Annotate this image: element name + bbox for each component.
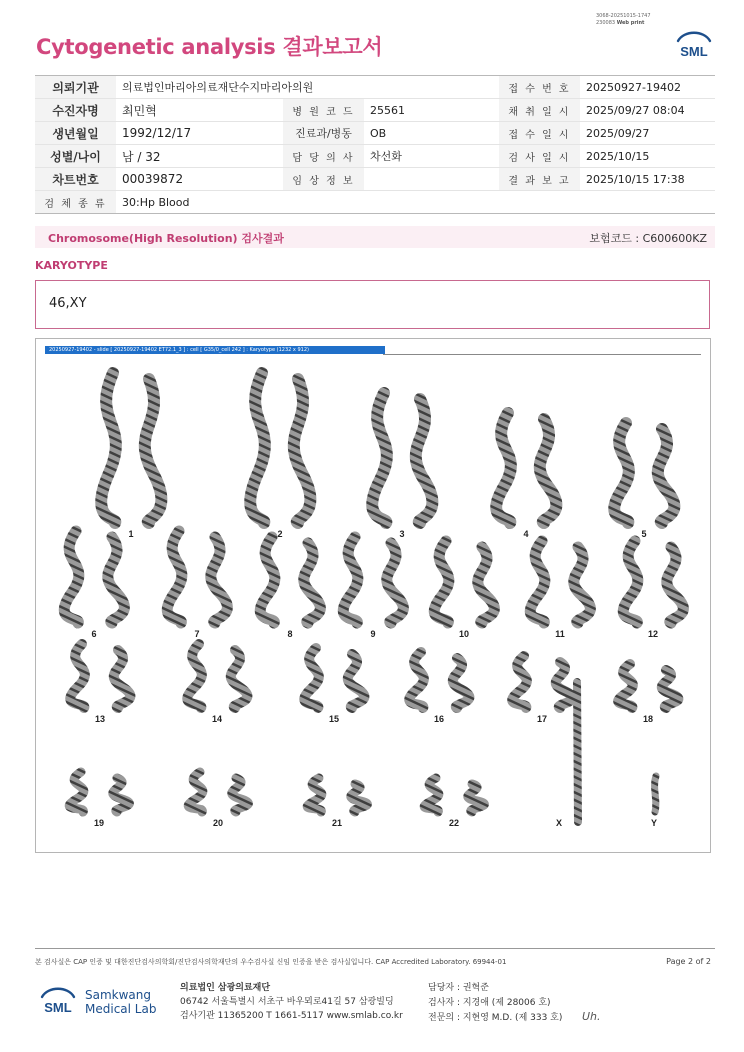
footer-divider (35, 948, 715, 949)
chromosome-group (64, 373, 683, 822)
specialist-signature: Uh. (582, 1010, 601, 1023)
chromosome-label: 11 (555, 629, 565, 639)
chromosome-homolog-b (478, 547, 495, 623)
chromosome-label: 5 (641, 529, 647, 539)
chromosome-label: 3 (399, 529, 405, 539)
value-patient-name: 최민혁 (116, 99, 283, 122)
karyogram-frame (35, 338, 711, 853)
label-test-date: 검 사 일 시 (499, 145, 580, 168)
chromosome-homolog-a (70, 644, 85, 708)
chromosome-label: 18 (642, 714, 654, 724)
info-row (35, 145, 715, 168)
insurance-code: 보험코드 : C600600KZ (589, 232, 707, 245)
chromosome-homolog-a (512, 656, 527, 708)
footer-logo-text: SML (44, 1000, 72, 1015)
chromosome-homolog-b (667, 547, 684, 623)
label-requesting-org: 의뢰기관 (35, 76, 116, 99)
label-chart-no: 차트번호 (35, 168, 116, 191)
chromosome-label: 10 (458, 629, 470, 639)
sml-logo-icon (672, 25, 716, 65)
chromosome-label: 19 (93, 818, 105, 828)
info-row (35, 99, 715, 122)
chromosome-label: 12 (647, 629, 659, 639)
label-accession-no: 접 수 번 호 (499, 76, 580, 99)
chromosome-label: 16 (433, 714, 445, 724)
chromosome-homolog-b (231, 650, 248, 708)
label-sex-age: 성별/나이 (35, 145, 116, 168)
report-title: Cytogenetic analysis 결과보고서 (36, 35, 383, 59)
chromosome-label: 6 (91, 629, 97, 639)
chromosome-homolog-b (211, 537, 228, 623)
label-physician: 담 당 의 사 (283, 145, 364, 168)
chromosome-homolog-a (434, 541, 449, 623)
footer-contact: 검사기관 11365200 T 1661-5117 www.smlab.co.kr (180, 1011, 403, 1021)
chromosome-homolog-b (556, 662, 573, 708)
staff-in-charge: 담당자 : 권혁준 (428, 983, 489, 993)
chromosome-homolog-b (304, 543, 321, 623)
karyogram-image (36, 339, 710, 852)
footer-org (180, 981, 403, 1023)
value-accession-no: 20250927-19402 (580, 76, 715, 99)
chromosome-label: 9 (370, 629, 376, 639)
footer-sml-logo-icon (36, 981, 80, 1021)
chromosome-homolog-a (167, 531, 182, 623)
label-department: 진료과/병동 (283, 122, 364, 145)
chromosome-homolog-b (540, 419, 557, 523)
label-collection-date: 채 취 일 시 (499, 99, 580, 122)
chromosome-homolog-b (468, 784, 485, 812)
chromosome-homolog-a (304, 648, 319, 708)
value-test-date: 2025/10/15 (580, 145, 715, 168)
info-row (35, 191, 715, 214)
chromosome-y (655, 776, 656, 812)
chromosome-homolog-a (260, 537, 275, 623)
chromosome-homolog-a (409, 652, 424, 708)
chromosome-homolog-b (416, 399, 433, 523)
page-number: Page 2 of 2 (666, 957, 711, 966)
chromosome-homolog-a (614, 423, 629, 523)
chromosome-homolog-a (101, 373, 116, 523)
chromosome-homolog-a (623, 541, 638, 623)
chromosome-homolog-b (351, 784, 368, 812)
chromosome-homolog-b (387, 543, 404, 623)
chromosome-label: 21 (331, 818, 343, 828)
result-heading: Chromosome(High Resolution) 검사결과 (48, 232, 284, 245)
value-physician: 차선화 (364, 145, 499, 168)
chromosome-label: 8 (287, 629, 293, 639)
label-hospital-code: 병 원 코 드 (283, 99, 364, 122)
chromosome-label: 1 (128, 529, 134, 539)
karyogram-image-header: 20250927-19402 - slide [ 20250927-19402 ET72.1_3 ] : cell [ G35/0_cell 242 ] : Karyotype (1232 x 912) (45, 346, 385, 354)
value-collection-date: 2025/09/27 08:04 (580, 99, 715, 122)
accreditation-notice: 본 검사실은 CAP 인증 및 대한진단검사의학회/진단검사의학재단의 우수검사실 신임 인증을 받은 검사실입니다. CAP Accredited Laboratory. 69944-01 (35, 958, 507, 966)
chromosome-homolog-a (496, 413, 511, 523)
print-label: Web print (616, 20, 645, 26)
value-report-date: 2025/10/15 17:38 (580, 168, 715, 191)
chromosome-label: X (555, 818, 563, 828)
chromosome-homolog-a (372, 393, 387, 523)
chromosome-homolog-a (69, 772, 84, 812)
chromosome-homolog-a (343, 537, 358, 623)
value-receipt-date: 2025/09/27 (580, 122, 715, 145)
chromosome-homolog-a (530, 541, 545, 623)
patient-info-table (35, 75, 715, 214)
footer-address: 06742 서울특별시 서초구 바우뫼로41길 57 삼광빌딩 (180, 997, 394, 1007)
value-requesting-org: 의료법인마리아의료재단수지마리아의원 (116, 76, 499, 99)
chromosome-label: Y (650, 818, 658, 828)
staff-tester: 검사자 : 지경애 (제 28006 호) (428, 998, 551, 1008)
chromosome-homolog-a (187, 644, 202, 708)
chromosome-homolog-b (114, 650, 131, 708)
karyotype-label: KARYOTYPE (35, 259, 108, 272)
value-department: OB (364, 122, 499, 145)
chromosome-homolog-a (307, 778, 322, 812)
sml-logo-text: SML (680, 44, 708, 59)
value-hospital-code: 25561 (364, 99, 499, 122)
footer-brand-line1: Samkwang (85, 988, 151, 1002)
chromosome-homolog-b (232, 778, 249, 812)
staff-specialist: 전문의 : 지현영 M.D. (제 333 호) (428, 1013, 563, 1023)
chromosome-homolog-b (294, 379, 311, 523)
karyotype-result: 46,XY (49, 296, 87, 311)
chromosome-homolog-a (250, 373, 265, 523)
chromosome-homolog-b (662, 670, 679, 708)
print-sub-code: 230083 (596, 20, 616, 26)
chromosome-homolog-b (113, 778, 130, 812)
value-sex-age: 남 / 32 (116, 145, 283, 168)
chromosome-label: 14 (211, 714, 223, 724)
label-patient-name: 수진자명 (35, 99, 116, 122)
label-clinical-info: 임 상 정 보 (283, 168, 364, 191)
chromosome-homolog-b (574, 547, 591, 623)
chromosome-label: 7 (194, 629, 200, 639)
chromosome-homolog-b (658, 429, 675, 523)
footer-brand-line2: Medical Lab (85, 1002, 157, 1016)
value-chart-no: 00039872 (116, 168, 283, 191)
chromosome-x (577, 682, 578, 822)
chromosome-label: 13 (94, 714, 106, 724)
chromosome-homolog-b (145, 379, 162, 523)
value-specimen: 30:Hp Blood (116, 191, 715, 214)
chromosome-label: 20 (212, 818, 224, 828)
chromosome-homolog-a (188, 772, 203, 812)
value-birth-date: 1992/12/17 (116, 122, 283, 145)
footer-org-name: 의료법인 삼광의료재단 (180, 983, 271, 993)
print-code (596, 13, 651, 27)
label-receipt-date: 접 수 일 시 (499, 122, 580, 145)
footer-brand (85, 988, 156, 1016)
info-row (35, 122, 715, 145)
chromosome-label: 2 (277, 529, 283, 539)
chromosome-homolog-a (424, 778, 439, 812)
chromosome-homolog-b (453, 658, 470, 708)
chromosome-homolog-a (618, 664, 633, 708)
info-row (35, 76, 715, 99)
chromosome-label: 17 (536, 714, 548, 724)
chromosome-homolog-b (108, 537, 125, 623)
chromosome-homolog-b (348, 654, 365, 708)
karyotype-result-box (35, 280, 710, 329)
print-code-sub (596, 20, 651, 27)
label-specimen: 검 체 종 류 (35, 191, 116, 214)
footer-staff (428, 981, 562, 1026)
chromosome-label: 22 (448, 818, 460, 828)
label-birth-date: 생년월일 (35, 122, 116, 145)
chromosome-label: 15 (328, 714, 340, 724)
print-code-main: 3068-20251015-1747 (596, 13, 651, 19)
label-report-date: 결 과 보 고 (499, 168, 580, 191)
result-heading-band (35, 226, 715, 248)
value-clinical-info (364, 168, 499, 191)
info-row (35, 168, 715, 191)
chromosome-homolog-a (64, 531, 79, 623)
chromosome-label: 4 (523, 529, 529, 539)
